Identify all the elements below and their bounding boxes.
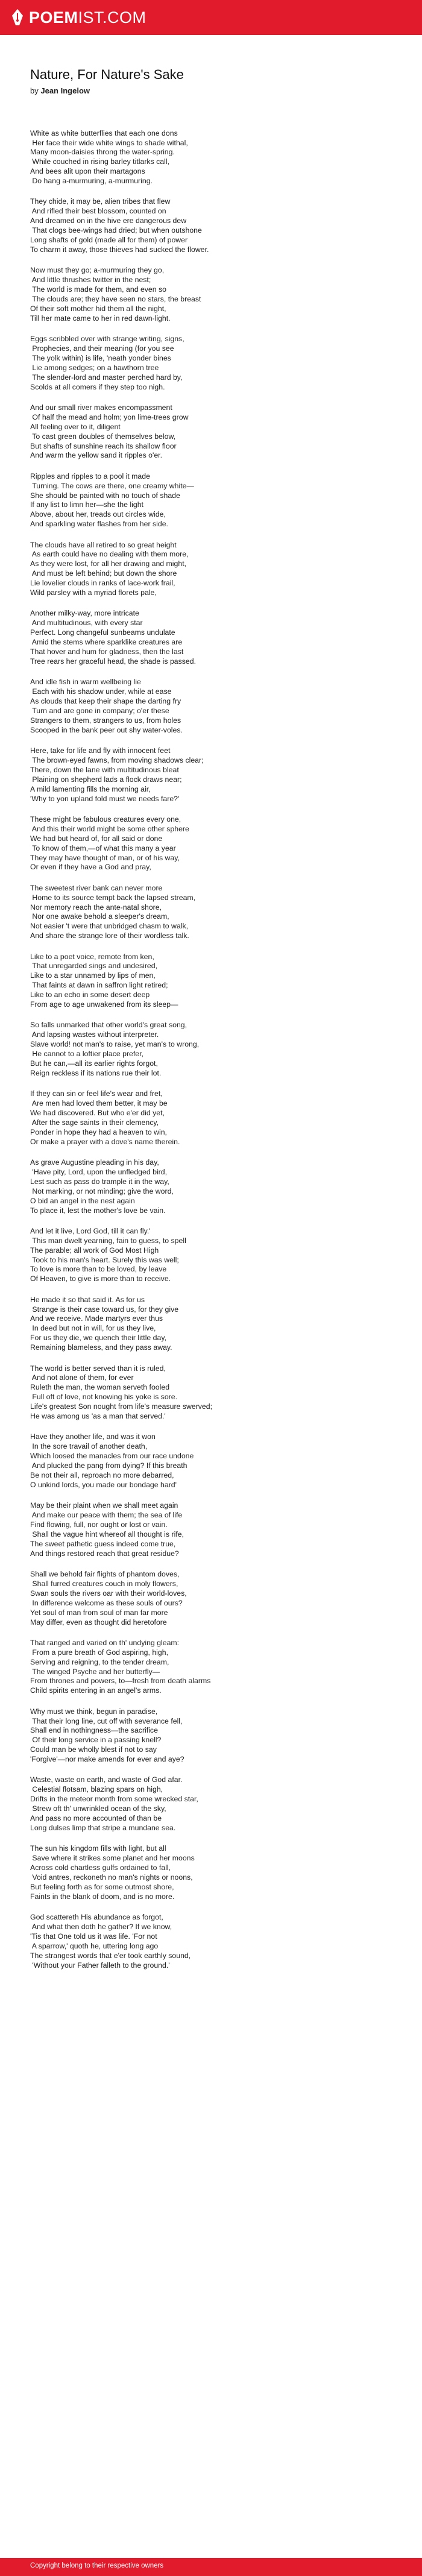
poem-line: They chide, it may be, alien tribes that flew <box>30 197 171 206</box>
poem-line: And bees alit upon their martagons <box>30 167 145 176</box>
poem-line: That hover and hum for gladness, then the last <box>30 647 184 657</box>
poem-line: Scooped in the bank peer out shy water-voles. <box>30 725 183 734</box>
poem-line: And this their world might be some other sphere <box>30 824 189 833</box>
poem-line: Each with his shadow under, while at ease <box>30 687 172 696</box>
poem-stanza <box>30 1913 392 1970</box>
poem-line: Yet soul of man from soul of man far more <box>30 1608 168 1617</box>
poem-line: Eggs scribbled over with strange writing, signs, <box>30 335 184 344</box>
poem-line: As clouds that keep their shape the darting fry <box>30 697 181 706</box>
poem-line: Swan souls the rivers oar with their world-loves, <box>30 1589 187 1598</box>
poem-line: But feeling forth as for some outmost shore, <box>30 1882 174 1891</box>
poem-line: Prophecies, and their meaning (for you see <box>30 344 174 353</box>
poem-line: The strangest words that e'er took earthly sound, <box>30 1951 191 1960</box>
poem-line: Lest such as pass do trample it in the way, <box>30 1177 169 1186</box>
poem-line: The yolk within) is life, 'neath yonder bines <box>30 353 171 362</box>
poem-stanza <box>30 1432 392 1490</box>
poem-line: The world is made for them, and even so <box>30 285 167 294</box>
poem-line: Lie lovelier clouds in ranks of lace-work frail, <box>30 579 175 588</box>
poem-line: Shall we behold fair flights of phantom doves, <box>30 1569 180 1578</box>
poem-line: But shafts of sunshine reach its shallow floor <box>30 441 177 450</box>
poem-line: Nor one awake behold a sleeper's dream, <box>30 912 169 921</box>
poem-stanza <box>30 472 392 529</box>
poem-stanza <box>30 129 392 186</box>
poem-line: Which loosed the manacles from our race undone <box>30 1452 194 1461</box>
poem-line: Like to a star unnamed by lips of men, <box>30 971 156 980</box>
poem-line: There, down the lane with multitudinous bleat <box>30 765 179 774</box>
poem-line: Plaining on shepherd lads a flock draws near; <box>30 775 182 784</box>
poem-line: In deed but not in will, for us they live, <box>30 1324 156 1333</box>
poem-line: Find flowing, full, nor ought or lost or vain. <box>30 1520 168 1529</box>
poem-line: A sparrow,' quoth he, uttering long ago <box>30 1941 159 1950</box>
poem-line: These might be fabulous creatures every one, <box>30 814 181 824</box>
poem-line: But he can,—all its earlier rights forgot, <box>30 1059 158 1068</box>
poem-stanza <box>30 1775 392 1833</box>
poem-line: Strew oft th' unwrinkled ocean of the sky, <box>30 1804 166 1813</box>
poem-line: As grave Augustine pleading in his day, <box>30 1158 159 1167</box>
poem-line: Lie among sedges; on a hawthorn tree <box>30 363 159 372</box>
byline-prefix: by <box>30 86 39 95</box>
poem-stanza <box>30 1021 392 1078</box>
poem-line: As earth could have no dealing with them more, <box>30 550 189 559</box>
poem-line: And sparkling water flashes from her side. <box>30 520 168 529</box>
poem-line: And must be left behind; but down the shore <box>30 569 177 578</box>
pen-nib-icon <box>11 8 24 27</box>
poem-line: The sun his kingdom fills with light, but all <box>30 1844 166 1853</box>
poem-line: He cannot to a loftier place prefer, <box>30 1050 143 1059</box>
poem-stanza <box>30 1639 392 1696</box>
poem-line: Shall the vague hint whereof all thought is rife, <box>30 1529 184 1538</box>
poem-line: White as white butterflies that each one dons <box>30 128 178 137</box>
poem-line: And plucked the pang from dying? If this breath <box>30 1461 187 1470</box>
poem-line: And little thrushes twitter in the nest; <box>30 276 151 285</box>
poem-line: Save where it strikes some planet and her moons <box>30 1854 195 1863</box>
poem-line: Have they another life, and was it won <box>30 1432 156 1441</box>
poem-line: In the sore travail of another death, <box>30 1442 148 1451</box>
poem-byline <box>30 86 392 95</box>
poem-line: Of their soft mother hid them all the night, <box>30 304 166 313</box>
poem-line: From thrones and powers, to—fresh from death alarms <box>30 1677 211 1686</box>
poem-line: And make our peace with them; the sea of life <box>30 1511 183 1520</box>
poem-line: Perfect. Long changeful sunbeams undulate <box>30 628 175 637</box>
poem-line: 'Have pity, Lord, upon the unfledged bird, <box>30 1167 168 1176</box>
poem-line: Void antres, reckoneth no man's nights or noons, <box>30 1873 193 1882</box>
poem-line: 'Without your Father falleth to the ground.' <box>30 1960 170 1970</box>
poem-line: While couched in rising barley titlarks call, <box>30 157 169 166</box>
poem-stanza <box>30 815 392 872</box>
poem-line: And rifled their best blossom, counted on <box>30 207 166 216</box>
poem-stanza <box>30 609 392 666</box>
poem-line: They may have thought of man, or of his way, <box>30 853 180 862</box>
poem-line: Here, take for life and fly with innocent feet <box>30 746 171 755</box>
poem-line: And let it live, Lord God, till it can fly.' <box>30 1226 151 1235</box>
poem-line: Ripples and ripples to a pool it made <box>30 471 150 480</box>
poem-line: The world is better served than it is ruled, <box>30 1364 166 1373</box>
poem-stanza <box>30 403 392 461</box>
poem-stanza <box>30 266 392 323</box>
poem-line: That faints at dawn in saffron light retired; <box>30 981 168 990</box>
poem-line: And what then doth he gather? If we know, <box>30 1923 172 1932</box>
logo-light-text: IST.COM <box>78 8 146 27</box>
poem-line: The clouds have all retired to so great height <box>30 540 177 549</box>
poem-line: All feeling over to it, diligent <box>30 422 121 431</box>
poem-line: Are men had loved them better, it may be <box>30 1099 168 1108</box>
poem-stanza <box>30 884 392 941</box>
poem-line: Like to an echo in some desert deep <box>30 990 150 1000</box>
poem-line: That clogs bee-wings had dried; but when outshone <box>30 226 202 235</box>
poem-line: Scolds at all comers if they step too nigh. <box>30 382 165 391</box>
poem-line: We had but heard of, for all said or done <box>30 834 163 843</box>
poem-line: So falls unmarked that other world's great song, <box>30 1021 187 1030</box>
poem-line: And warm the yellow sand it ripples o'er. <box>30 451 163 460</box>
poem-stanza <box>30 678 392 735</box>
poem-line: To cast green doubles of themselves below, <box>30 432 176 441</box>
poem-stanza <box>30 1364 392 1422</box>
poem-line: Strangers to them, strangers to us, from holes <box>30 716 181 725</box>
poem-line: Be not their all, reproach no more debarred, <box>30 1470 174 1479</box>
poem-line: Wild parsley with a myriad florets pale, <box>30 588 157 597</box>
poem-title: Nature, For Nature's Sake <box>30 67 184 82</box>
poem-line: Amid the stems where sparklike creatures are <box>30 638 183 647</box>
poem-line: And not alone of them, for ever <box>30 1373 134 1382</box>
poem-line: O bid an angel in the nest again <box>30 1196 135 1205</box>
poem-line: And multitudinous, with every star <box>30 619 143 628</box>
poem-line: The winged Psyche and her butterfly— <box>30 1667 160 1676</box>
poem-line: After the sage saints in their clemency, <box>30 1118 159 1127</box>
site-logo[interactable] <box>11 7 146 28</box>
poem-line: Child spirits entering in an angel's arms. <box>30 1686 162 1695</box>
poem-line: The slender-lord and master perched hard by, <box>30 373 183 382</box>
poem-line: Turn and are gone in company; o'er these <box>30 706 169 715</box>
poem-line: He was among us 'as a man that served.' <box>30 1412 166 1421</box>
poem-line: The sweetest river bank can never more <box>30 883 163 892</box>
poem-stanza <box>30 1089 392 1147</box>
poem-line: And dreamed on in the hive ere dangerous dew <box>30 216 187 225</box>
poem-line: And share the strange lore of their wordless talk. <box>30 931 189 940</box>
poem-line: Faints in the blank of doom, and is no more. <box>30 1892 175 1901</box>
poem-line: Ruleth the man, the woman serveth fooled <box>30 1383 170 1392</box>
poem-line: That their long line, cut off with severance fell, <box>30 1716 183 1725</box>
poem-stanza <box>30 1501 392 1558</box>
poem-stanza <box>30 1844 392 1901</box>
copyright-notice: Copyright belong to their respective owners <box>30 2562 164 2569</box>
poem-line: Till her mate came to her in red dawn-light. <box>30 313 171 323</box>
poem-line: As they were lost, for all her drawing and might, <box>30 559 187 568</box>
poem-line: Not marking, or not minding; give the word, <box>30 1186 174 1195</box>
poem-line: To love is more than to be loved, by leave <box>30 1265 167 1274</box>
poem-stanza <box>30 335 392 392</box>
poem-line: May differ, even as thought did heretofore <box>30 1617 167 1627</box>
poem-line: For us they die, we quench their little day, <box>30 1334 167 1343</box>
poem-line: Life's greatest Son nought from life's measure swerved; <box>30 1402 213 1411</box>
poem-line: He made it so that said it. As for us <box>30 1295 145 1304</box>
poem-line: Many moon-daisies throng the water-spring. <box>30 148 175 157</box>
poem-line: To place it, lest the mother's love be vain. <box>30 1206 166 1215</box>
poem-line: We had discovered. But who e'er did yet, <box>30 1109 165 1117</box>
poem-line: A mild lamenting fills the morning air, <box>30 784 151 793</box>
poem-line: Waste, waste on earth, and waste of God afar. <box>30 1775 183 1784</box>
poem-line: O unkind lords, you made our bondage hard' <box>30 1480 177 1489</box>
poem-stanza <box>30 1227 392 1284</box>
poem-line: The brown-eyed fawns, from moving shadows clear; <box>30 755 204 764</box>
poem-line: Another milky-way, more intricate <box>30 609 139 618</box>
poem-stanza <box>30 953 392 1010</box>
poem-line: Turning. The cows are there, one creamy white— <box>30 481 194 490</box>
top-navigation-bar <box>0 0 422 35</box>
poem-line: Ponder in hope they had a heaven to win, <box>30 1127 167 1136</box>
poem-line: Shall end in nothingness—the sacrifice <box>30 1726 158 1735</box>
poem-line: This man dwelt yearning, fain to guess, to spell <box>30 1236 186 1245</box>
poem-line: Of their long service in a passing knell? <box>30 1736 162 1745</box>
poem-line: And idle fish in warm wellbeing lie <box>30 678 141 687</box>
poem-line: Her face their wide white wings to shade withal, <box>30 138 188 147</box>
poem-stanza <box>30 1707 392 1765</box>
poem-line: Not easier 't were that unbridged chasm to walk, <box>30 922 189 931</box>
poem-line: Tree rears her graceful head, the shade is passed. <box>30 657 197 666</box>
poem-line: That unregarded sings and undesired, <box>30 962 158 971</box>
poem-line: And our small river makes encompassment <box>30 403 172 412</box>
poem-line: Drifts in the meteor month from some wrecked star, <box>30 1795 198 1804</box>
poem-line: The parable; all work of God Most High <box>30 1245 159 1255</box>
poem-line: Took to his man's heart. Surely this was well; <box>30 1255 179 1264</box>
poem-stanza <box>30 1158 392 1215</box>
poem-stanza <box>30 197 392 254</box>
poem-line: That ranged and varied on th' undying gleam: <box>30 1638 180 1647</box>
poem-line: 'Why to yon upland fold must we needs fare?' <box>30 794 180 803</box>
poem-line: Home to its source tempt back the lapsed stream, <box>30 893 196 902</box>
author-link[interactable]: Jean Ingelow <box>40 86 90 95</box>
poem-line: And lapsing wastes without interpreter. <box>30 1030 159 1039</box>
poem-stanza <box>30 1570 392 1627</box>
poem-line: Strange is their case toward us, for they give <box>30 1305 179 1314</box>
poem-stanza <box>30 541 392 598</box>
poem-line: Could man be wholly blest if not to say <box>30 1745 157 1754</box>
poem-line: And we receive. Made martyrs ever thus <box>30 1314 163 1323</box>
poem-body <box>30 129 392 1971</box>
poem-line: From a pure breath of God aspiring, high, <box>30 1648 168 1657</box>
footer-bar <box>0 2558 422 2576</box>
poem-line: Why must we think, begun in paradise, <box>30 1707 158 1716</box>
poem-line: From age to age unwakened from its sleep— <box>30 1000 178 1009</box>
poem-line: To know of them,—of what this many a year <box>30 843 176 852</box>
poem-line: Long dulses limp that stripe a mundane sea. <box>30 1824 176 1832</box>
poem-content <box>30 66 392 1982</box>
poem-line: And things restored reach that great residue? <box>30 1549 179 1558</box>
poem-line: Remaining blameless, and they pass away. <box>30 1343 172 1352</box>
poem-line: Across cold chartless gulfs ordained to fall, <box>30 1863 171 1872</box>
poem-stanza <box>30 1296 392 1353</box>
poem-line: 'Forgive'—nor make amends for ever and aye? <box>30 1755 184 1764</box>
poem-line: Full oft of love, not knowing his yoke is sore. <box>30 1393 178 1402</box>
poem-stanza <box>30 746 392 804</box>
poem-line: Of Heaven, to give is more than to receive. <box>30 1274 171 1283</box>
poem-line: Celestial flotsam, blazing spars on high, <box>30 1785 163 1794</box>
poem-line: Long shafts of gold (made all for them) of power <box>30 236 188 245</box>
poem-line: She should be painted with no touch of shade <box>30 491 180 500</box>
poem-line: If any list to limn her—she the light <box>30 500 143 509</box>
poem-line: The clouds are; they have seen no stars, the breast <box>30 294 201 303</box>
logo-wordmark <box>29 8 146 27</box>
poem-line: Serving and reigning, to the tender dream, <box>30 1657 169 1666</box>
poem-line: In difference welcome as these souls of ours? <box>30 1598 183 1607</box>
poem-line: Shall furred creatures couch in moly flowers, <box>30 1579 178 1588</box>
poem-line: To charm it away, those thieves had sucked the flower. <box>30 245 209 254</box>
poem-line: Like to a poet voice, remote from ken, <box>30 952 154 961</box>
poem-line: 'Tis that One told us it was life. 'For not <box>30 1932 157 1941</box>
poem-line: Slave world! not man's to raise, yet man's to wrong, <box>30 1040 200 1049</box>
poem-line: Do hang a-murmuring, a-murmuring. <box>30 177 153 186</box>
poem-line: If they can sin or feel life's wear and fret, <box>30 1089 163 1098</box>
poem-line: Or even if they have a God and pray, <box>30 863 151 872</box>
poem-line: Or make a prayer with a dove's name therein. <box>30 1137 180 1146</box>
poem-line: Above, about her, treads out circles wide, <box>30 510 166 519</box>
poem-line: Reign reckless if its nations rue their lot. <box>30 1068 162 1077</box>
logo-bold-text: POEM <box>29 8 78 27</box>
poem-line: The sweet pathetic guess indeed come true, <box>30 1539 176 1548</box>
poem-line: Of half the mead and holm; yon lime-trees grow <box>30 412 189 421</box>
poem-line: And pass no more accounted of than be <box>30 1814 162 1823</box>
poem-line: God scattereth His abundance as forgot, <box>30 1913 163 1922</box>
poem-line: Nor memory reach the ante-natal shore, <box>30 902 162 912</box>
poem-line: May be their plaint when we shall meet again <box>30 1501 178 1510</box>
poem-line: Now must they go; a-murmuring they go, <box>30 266 165 275</box>
